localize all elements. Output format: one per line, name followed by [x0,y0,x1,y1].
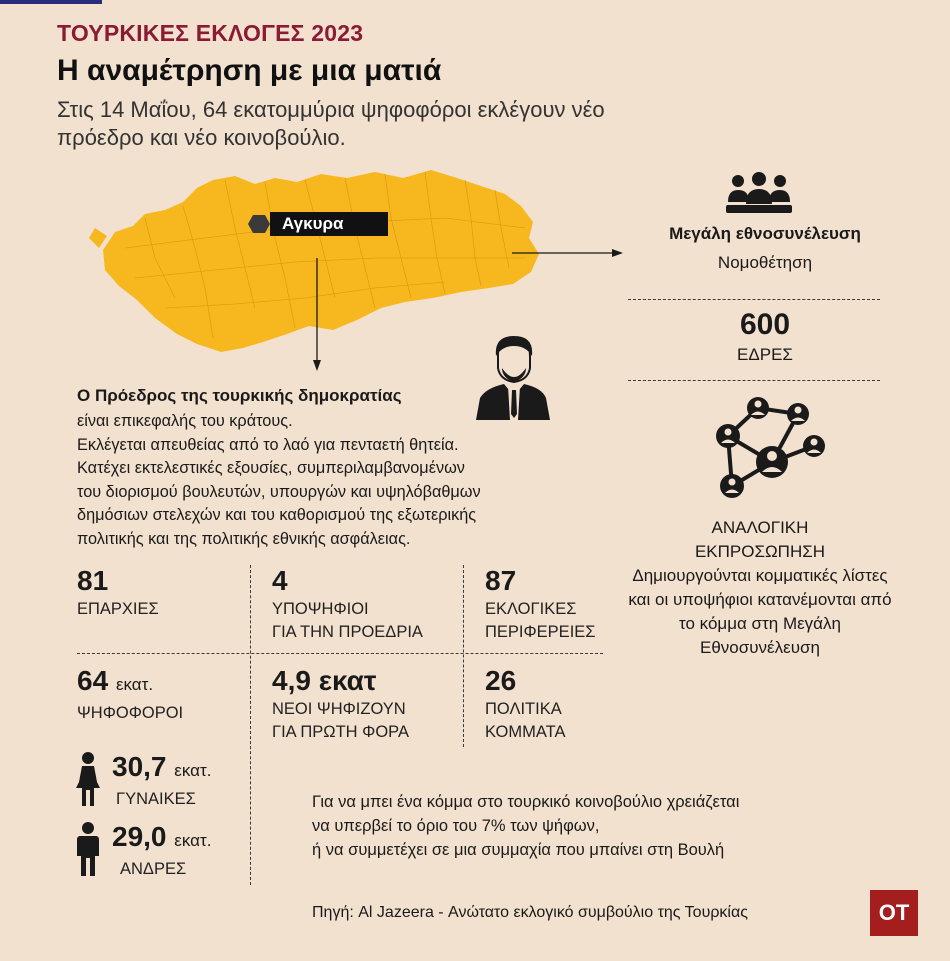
divider [628,299,880,300]
president-line: Κατέχει εκτελεστικές εξουσίες, συμπεριλαμβανομένων [77,459,465,477]
system-title-2: ΕΚΠΡΟΣΩΠΗΣΗ [694,542,826,561]
assembly-title: Μεγάλη εθνοσυνέλευση [669,224,861,243]
stat-label: ΑΝΔΡΕΣ [120,860,187,878]
system-title-1: ΑΝΑΛΟΓΙΚΗ [711,518,809,537]
proportional-representation [620,516,900,660]
stat-first-time [272,666,409,744]
kicker: ΤΟΥΡΚΙΚΕΣ ΕΚΛΟΓΕΣ 2023 [57,20,364,46]
threshold-note [312,790,872,862]
president-portrait-icon [474,334,550,420]
network-people-icon [706,396,830,504]
ankara-marker-icon [246,213,272,235]
ankara-label: Αγκυρα [270,212,388,236]
thrace-region [89,228,107,248]
stat-label: ΥΠΟΨΗΦΙΟΙ [272,600,369,618]
stat-label: ΓΥΝΑΙΚΕΣ [116,790,196,808]
stat-value: 81 [77,565,109,596]
stat-label: ΕΠΑΡΧΙΕΣ [77,600,159,618]
stat-label: ΝΕΟΙ ΨΗΦΙΖΟΥΝ [272,700,406,718]
threshold-line: ή να συμμετέχει σε μια συμμαχία που μπαίνει στη Βουλή [312,841,725,859]
stat-label: ΓΙΑ ΤΗΝ ΠΡΟΕΔΡΙΑ [272,623,423,641]
stat-candidates [272,566,423,644]
threshold-line: Για να μπει ένα κόμμα στο τουρκικό κοινοβούλιο χρειάζεται [312,793,740,811]
stat-unit: εκατ. [174,831,212,850]
threshold-line: να υπερβεί το όριο του 7% των ψήφων, [312,817,600,835]
stat-parties [485,666,565,744]
stat-value: 87 [485,565,517,596]
president-line: είναι επικεφαλής του κράτους. [77,412,293,430]
assembly-role: Νομοθέτηση [717,253,813,272]
president-line: δημόσιων στελεχών και του καθορισμού της εξωτερικής [77,506,477,524]
stat-unit: εκατ. [174,761,212,780]
stat-unit: εκατ. [115,675,154,694]
seats-label: ΕΔΡΕΣ [737,345,793,364]
man-icon [74,822,102,878]
arrow-down-icon [312,258,322,372]
stat-men [112,822,211,881]
stat-voters [77,666,183,725]
stat-value: 4 [272,565,288,596]
stat-label: ΚΟΜΜΑΤΑ [485,723,566,741]
page-title: Η αναμέτρηση με μια ματιά [57,54,442,87]
stat-value: 29,0 [112,821,167,852]
stat-label: ΠΟΛΙΤΙΚΑ [485,700,562,718]
stat-label: ΕΚΛΟΓΙΚΕΣ [485,600,577,618]
arrow-right-icon [512,247,624,259]
source-note: Πηγή: Al Jazeera - Ανώτατο εκλογικό συμβούλιο της Τουρκίας [312,904,748,921]
subtitle: Στις 14 Μαΐου, 64 εκατομμύρια ψηφοφόροι εκλέγουν νέο πρόεδρο και νέο κοινοβούλιο. [57,97,605,150]
people-group-icon [726,172,792,214]
stat-value: 64 [77,665,109,696]
president-heading: Ο Πρόεδρος της τουρκικής δημοκρατίας [77,386,402,405]
stat-districts [485,566,595,644]
president-line: του διορισμού βουλευτών, υπουργών και υψηλόβαθμων [77,482,481,501]
stat-value: 26 [485,665,517,696]
divider [250,565,251,885]
stat-provinces [77,566,159,621]
seats-number: 600 [739,308,791,341]
stat-label: ΨΗΦΟΦΟΡΟΙ [77,704,184,722]
stat-label: ΠΕΡΙΦΕΡΕΙΕΣ [485,623,596,641]
woman-icon [74,752,102,808]
top-accent-bar [0,0,102,4]
stat-label: ΓΙΑ ΠΡΩΤΗ ΦΟΡΑ [272,723,409,741]
system-description: Δημιουργούνται κομματικές λίστες και οι υποψήφιοι κατανέμονται από το κόμμα στη Μεγάλη Εθνοσυνέλευση [628,566,892,657]
turkey-map [85,158,565,358]
stat-value: 4,9 εκατ [272,665,377,696]
divider [628,380,880,381]
stat-value: 30,7 [112,751,167,782]
president-line: πολιτικής και της πολιτικής εθνικής ασφάλειας. [77,529,411,548]
divider [463,565,464,747]
divider [77,653,603,654]
ot-logo: OT [870,890,918,936]
stat-women [112,752,211,811]
president-description [77,410,597,551]
president-line: Εκλέγεται απευθείας από το λαό για πενταετή θητεία. [77,435,459,454]
